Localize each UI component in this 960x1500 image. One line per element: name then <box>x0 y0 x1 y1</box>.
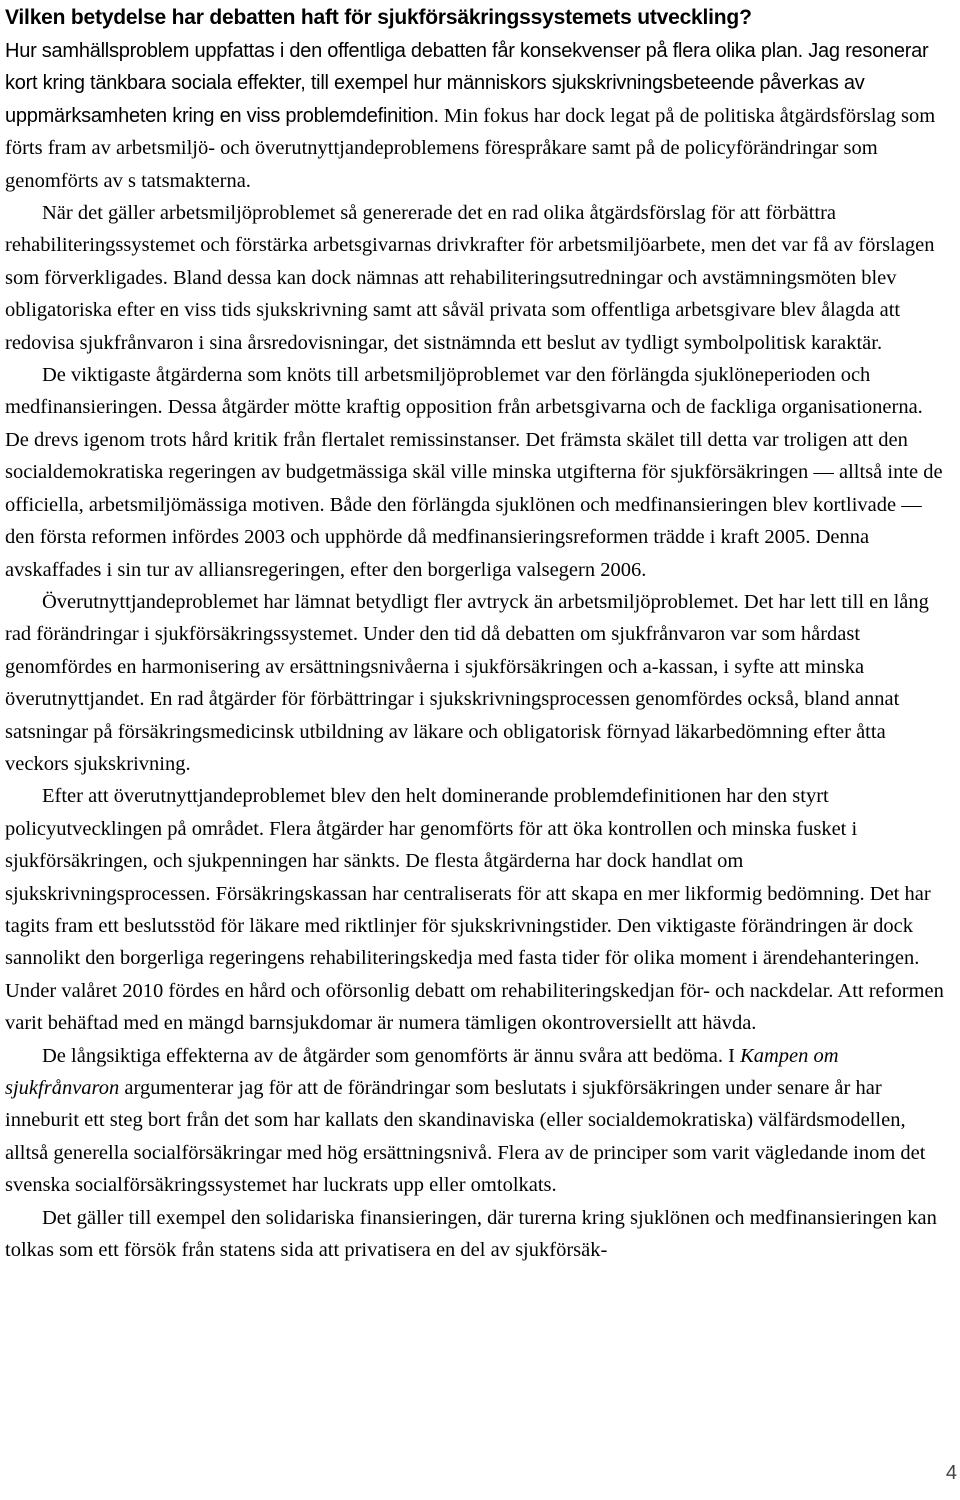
intro-paragraph <box>5 35 950 197</box>
paragraph-2: De viktigaste åtgärderna som knöts till arbetsmiljöproblemet var den förlängda sjuklöneperioden och medfinansieringen. Dessa åtgärder mötte kraftig opposition från arbetsgivarna och de fackliga organisationerna. De drevs igenom trots hård kritik från flertalet remissinstanser. Det främsta skälet till detta var troligen att den socialdemokratiska regeringen av budgetmässiga skäl ville minska utgifterna för sjukförsäkringen — alltså inte de officiella, arbetsmiljömässiga motiven. Både den förlängda sjuklönen och medfinansieringen blev kortlivade — den första reformen infördes 2003 och upphörde då medfinansieringsreformen trädde i kraft 2005. Denna avskaffades i sin tur av alliansregeringen, efter den borgerliga valsegern 2006. <box>5 364 943 581</box>
paragraph-6: Det gäller till exempel den solidariska finansieringen, där turerna kring sjuklönen och medfinansieringen kan tolkas som ett försök från statens sida att privatisera en del av sjukförsäk- <box>5 1206 937 1262</box>
intro-sans-text: Hur samhällsproblem uppfattas i den offentliga debatten får konsekvenser på flera olika plan. Jag resonerar kort kring tänkbara sociala effekter, till exempel hur människors sjukskrivningsbeteende påverkas av uppmärksamheten kring en viss problemdefinition. <box>5 40 929 127</box>
page-number: 4 <box>945 1462 957 1484</box>
paragraph-4: Efter att överutnyttjandeproblemet blev den helt dominerande problemdefinitionen har den styrt policyutvecklingen på området. Flera åtgärder har genomförts för att öka kontrollen och minska fusket i sjukförsäkringen, och sjukpenningen har sänkts. De flesta åtgärderna har dock handlat om sjukskrivningsprocessen. Försäkringskassan har centraliserats för att skapa en mer likformig bedömning. Det har tagits fram ett beslutsstöd för läkare med riktlinjer för sjukskrivningstider. Den viktigaste förändringen är dock sannolikt den borgerliga regeringens rehabiliteringskedja med fasta tider för olika moment i ärendehanteringen. Under valåret 2010 fördes en hård och oförsonlig debatt om rehabiliteringskedjan för- och nackdelar. Att reformen varit behäftad med en mängd barnsjukdomar är numera tämligen okontroversiellt att hävda. <box>5 785 944 1035</box>
paragraph-5 <box>5 1040 950 1202</box>
document-page <box>5 0 950 1266</box>
body-text <box>5 35 950 1266</box>
paragraph-1: När det gäller arbetsmiljöproblemet så genererade det en rad olika åtgärdsförslag för att förbättra rehabiliteringssystemet och förstärka arbetsgivarnas drivkrafter för arbetsmiljöarbete, men det var få av förslagen som förverkligades. Bland dessa kan dock nämnas att rehabiliteringsutredningar och avstämningsmöten blev obligatoriska efter en viss tids sjukskrivning samt att såväl privata som offentliga arbetsgivare blev ålagda att redovisa sjukfrånvaron i sina årsredovisningar, det sistnämnda ett beslut av tydligt symbolpolitisk karaktär. <box>5 202 935 354</box>
intro-serif-text: Min fokus har dock legat på de politiska åtgärdsförslag som förts fram av arbetsmiljö- och överutnyttjandeproblemens förespråkare samt på de policyförändringar som genomförts av s tatsmakterna. <box>5 104 936 192</box>
paragraph-5-before: De långsiktiga effekterna av de åtgärder som genomförts är ännu svåra att bedöma. I <box>42 1044 741 1067</box>
book-title: Kampen om sjukfrånvaron <box>5 1044 839 1099</box>
paragraph-5-after: argumenterar jag för att de förändringar som beslutats i sjukförsäkringen under senare år har inneburit ett steg bort från det som har kallats den skandinaviska (eller socialdemokratiska) välfärdsmodellen, alltså generella socialförsäkringar med hög ersättningsnivå. Flera av de principer som varit vägledande inom det svenska socialförsäkringssystemet har luckrats upp eller omtolkats. <box>5 1077 926 1197</box>
paragraph-3: Överutnyttjandeproblemet har lämnat betydligt fler avtryck än arbetsmiljöproblemet. Det har lett till en lång rad förändringar i sjukförsäkringssystemet. Under den tid då debatten om sjukfrånvaron var som hårdast genomfördes en harmonisering av ersättningsnivåerna i sjukförsäkringen och a-kassan, i syfte att minska överutnyttjandet. En rad åtgärder för förbättringar i sjukskrivningsprocessen genomfördes också, bland annat satsningar på försäkringsmedicinsk utbildning av läkare och obligatorisk förnyad läkarbedömning efter åtta veckors sjukskrivning. <box>5 590 929 775</box>
section-heading: Vilken betydelse har debatten haft för sjukförsäkringssystemets utveckling? <box>5 6 752 29</box>
